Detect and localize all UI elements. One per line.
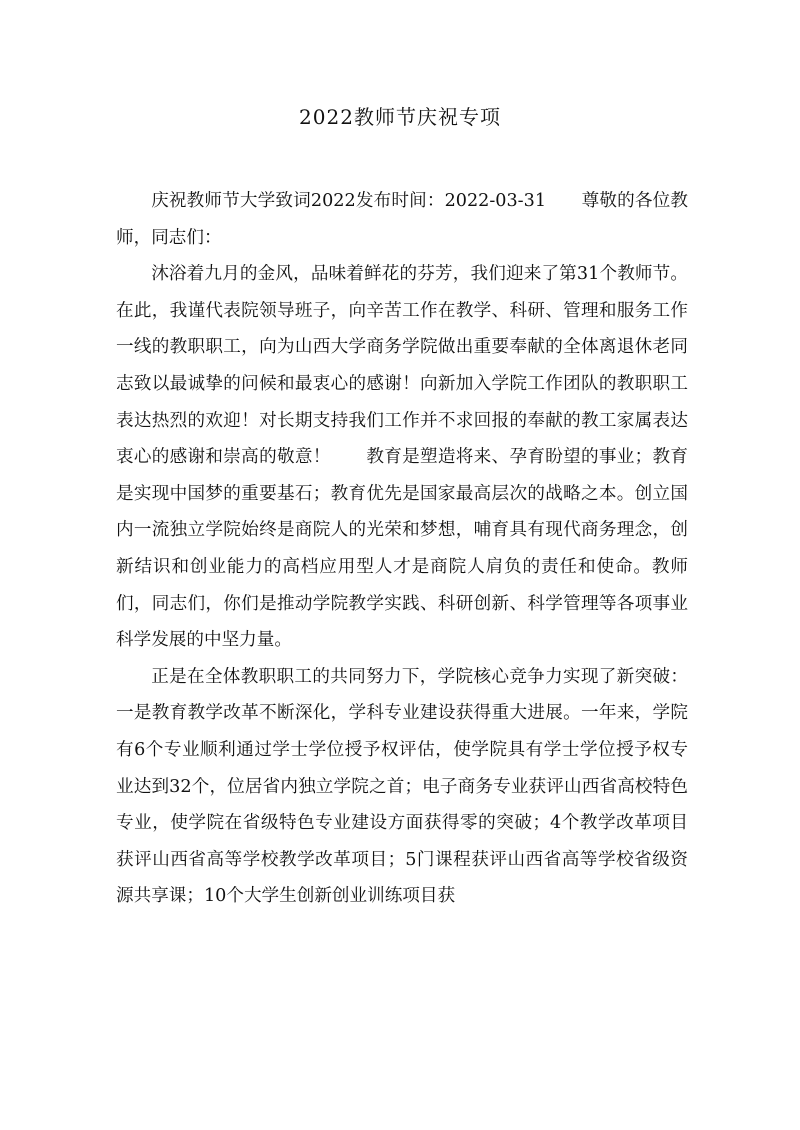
paragraph-achievements: 正是在全体教职职工的共同努力下，学院核心竞争力实现了新突破：一是教育教学改革不断深化，学科专业建设获得重大进展。一年来，学院有6个专业顺利通过学士学位授予权评估，使学院具有学士学位授予权专业达到32个，位居省内独立学院之首；电子商务专业获评山西省高校特色专业，使学院在省级特色专业建设方面获得零的突破；4个教学改革项目获评山西省高等学校教学改革项目；5门课程获评山西省高等学校省级资源共享课；10个大学生创新创业训练项目获 (116, 666, 688, 907)
document-body (116, 183, 688, 915)
paragraph-greeting: 庆祝教师节大学致词2022发布时间：2022-03-31 尊敬的各位教师，同志们： (116, 191, 688, 248)
paragraph-opening: 沐浴着九月的金风，品味着鲜花的芬芳，我们迎来了第31个教师节。在此，我谨代表院领导班子，向辛苦工作在教学、科研、管理和服务工作一线的教职职工，向为山西大学商务学院做出重要奉献的全体离退休老同志致以最诚挚的问候和最衷心的感谢！向新加入学院工作团队的教职职工表达热烈的欢迎！对长期支持我们工作并不求回报的奉献的教工家属表达衷心的感谢和崇高的敬意！ 教育是塑造将来、孕育盼望的事业；教育是实现中国梦的重要基石；教育优先是国家最高层次的战略之本。创立国内一流独立学院始终是商院人的光荣和梦想，哺育具有现代商务理念，创新结识和创业能力的高档应用型人才是商院人肩负的责任和使命。教师们，同志们，你们是推动学院教学实践、科研创新、科学管理等各项事业科学发展的中坚力量。 (116, 264, 688, 651)
document-title: 2022教师节庆祝专项 (299, 105, 501, 129)
